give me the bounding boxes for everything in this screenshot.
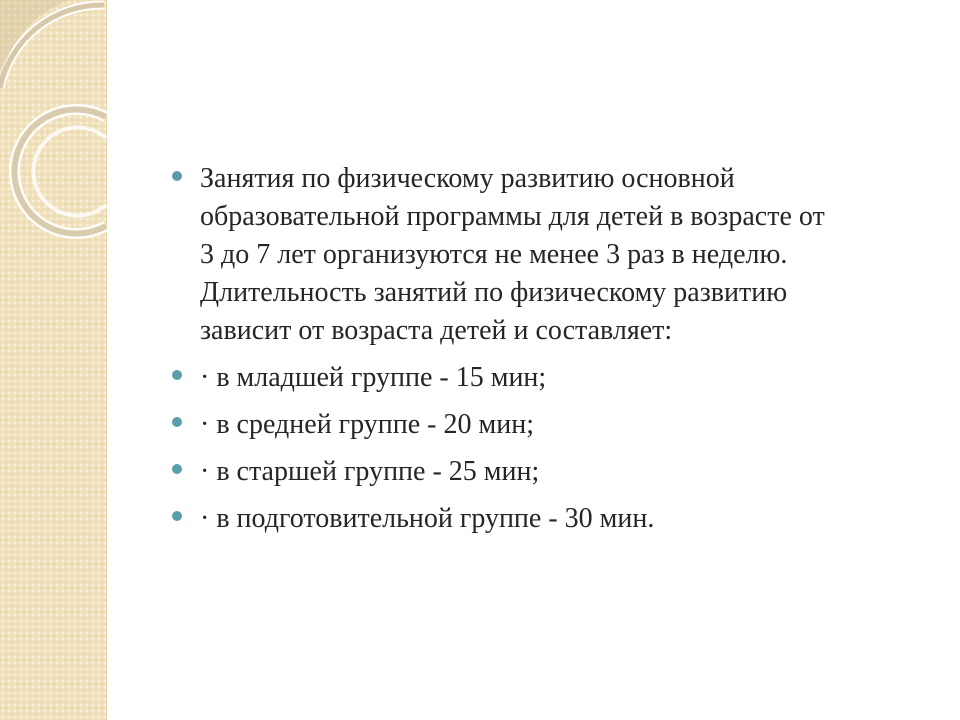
bullet-dot-icon [172,171,182,181]
bullet-text-line: · в подготовительной группе - 30 мин. [200,503,655,534]
bullet-text-line: · в младшей группе - 15 мин; [200,362,547,393]
bullet-text-line: 3 до 7 лет организуются не менее 3 раз в неделю. [200,239,788,270]
bullet-text-line: Занятия по физическому развитию основной [200,163,735,194]
bullet-list [170,160,890,547]
circle-ornament-icon [0,0,120,240]
bullet-dot-icon [172,417,182,427]
bullet-text-line: зависит от возраста детей и составляет: [200,315,673,346]
bullet-text-line: образовательной программы для детей в возрасте от [200,201,825,232]
bullet-text-line: Длительность занятий по физическому развитию [200,277,788,308]
list-item [170,453,890,491]
bullet-text-line: · в старшей группе - 25 мин; [200,456,540,487]
bullet-dot-icon [172,511,182,521]
bullet-dot-icon [172,370,182,380]
list-item [170,359,890,397]
list-item [170,406,890,444]
list-item [170,500,890,538]
bullet-dot-icon [172,464,182,474]
list-item [170,160,890,350]
bullet-text-line: · в средней группе - 20 мин; [200,409,534,440]
